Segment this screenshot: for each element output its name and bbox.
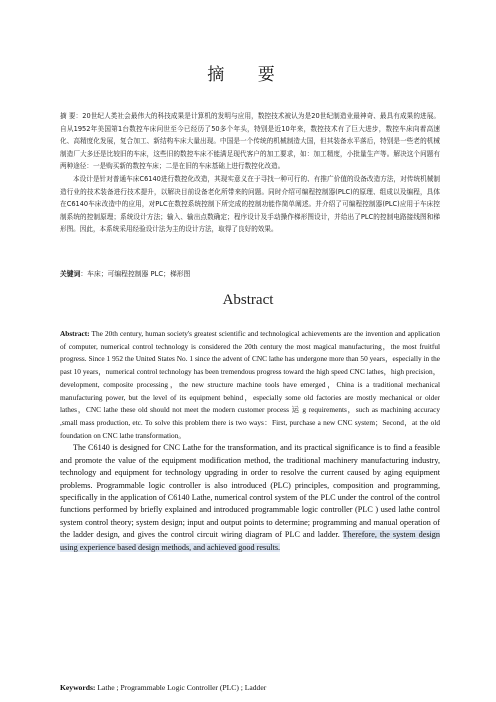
- english-abstract-paragraph-2: [60, 442, 440, 554]
- english-abstract-body: [60, 328, 440, 554]
- english-abstract-title: Abstract: [222, 292, 274, 308]
- chinese-keywords: [60, 268, 190, 278]
- chinese-abstract-paragraph-1: [60, 110, 440, 173]
- chinese-abstract-title: 摘 要: [207, 65, 289, 85]
- english-keywords-label: Keywords:: [60, 683, 96, 692]
- chinese-abstract-label: 摘 要：: [60, 112, 83, 120]
- chinese-keywords-label: 关键词: [60, 270, 81, 278]
- chinese-abstract-body: [60, 110, 440, 236]
- english-abstract-text-1: The 20th century, human society's greatest scientific and technological achievements are the invention and application of computer, numerical control technology is considered the 20th century the most magical manufacturing，the most fruitful progress. Since 1 952 the United States No. 1 since the advent of CNC lathe has undergone more than 50 years，especially in the past 10 years，numerical control technology has been tremendous progress toward the high speed CNC lathes，high precision，development, composite processing，the new structure machine tools have emerged，China is a traditional mechanical manufacturing power, but the level of its equipment behind，especially some old factories are mostly mechanical or older lathes，CNC lathe these old should not meet the modern customer process 运 g requirements，such as machining accuracy ,small mass production, etc. To solve this problem there is two ways：First, purchase a new CNC system；Second，at the old foundation on CNC lathe transformation。: [60, 329, 440, 440]
- english-keywords-text: Lathe ; Programmable Logic Controller (PLC) ; Ladder: [97, 683, 267, 692]
- english-abstract-highlighted-sentence: Therefore, the system design using experience based design methods, and achieved good results.: [60, 530, 440, 552]
- chinese-abstract-paragraph-2: 本设计是针对普通车床C6140进行数控化改造，其现实意义在于寻找一种可行的、有推广价值的设备改造方法，对传统机械制造行业的技术装备进行技术提升，以解决目前设备老化所带来的问题。同时介绍可编程控制器(PLC)的原理、组成以及编程，具体在C6140车床改造中的应用，对PLC在数控系统控制下所完成的控制功能作简单阐述。并介绍了可编程控制器(PLC)应用于车床控制系统的控制原理；系统设计方法；输入、输出点数确定；程序设计及手动操作梯形图设计，并给出了PLC的控制电路接线图和梯形图。因此，本系统采用经验设计法为主的设计方法，取得了良好的效果。: [60, 174, 440, 234]
- english-abstract-text-2: The C6140 is designed for CNC Lathe for the transformation, and its practical significance is to find a feasible and promote the value of the equipment modification method, the traditional machinery manufacturing industry, technology and equipment for technology upgrading in order to resolve the current caused by aging equipment problems. Programmable logic controller is also introduced (PLC) principles, composition and programming, specifically in the application of C6140 Lathe, numerical control system of the PLC under the control of the control functions performed by briefly explained and introduced programmable logic controller (PLC ) used lathe control system control theory; system design; input and output points to determine; programming and manual operation of the ladder design, and gives the control circuit wiring diagram of PLC and ladder.: [60, 443, 440, 540]
- chinese-abstract-text-1: 20世纪人类社会最伟大的科技成果是计算机的发明与应用，数控技术被认为是20世纪制造业最神奇、最具有成果的进展。自从1952年美国第1台数控车床问世至今已经历了50多个年头，特别是近10年来，数控技术有了巨大进步，数控车床向着高速化、高精度化发展，复合加工、新结构车床大量出现。中国是一个传统的机械制造大国，但其装备水平落后，特别是一些老的机械制造厂大多还是比较旧的车床，这些旧的数控车床不能满足现代客户的加工要求，如：加工精度，小批量生产等。解决这个问题有两种途径：一是购买新的数控车床；二是在旧的车床基础上进行数控化改造。: [60, 112, 440, 171]
- english-abstract-label: Abstract:: [60, 329, 90, 338]
- english-keywords: [60, 683, 266, 692]
- english-abstract-paragraph-1: [60, 328, 440, 442]
- chinese-keywords-text: ：车床；可编程控制器 PLC；梯形图: [80, 270, 191, 278]
